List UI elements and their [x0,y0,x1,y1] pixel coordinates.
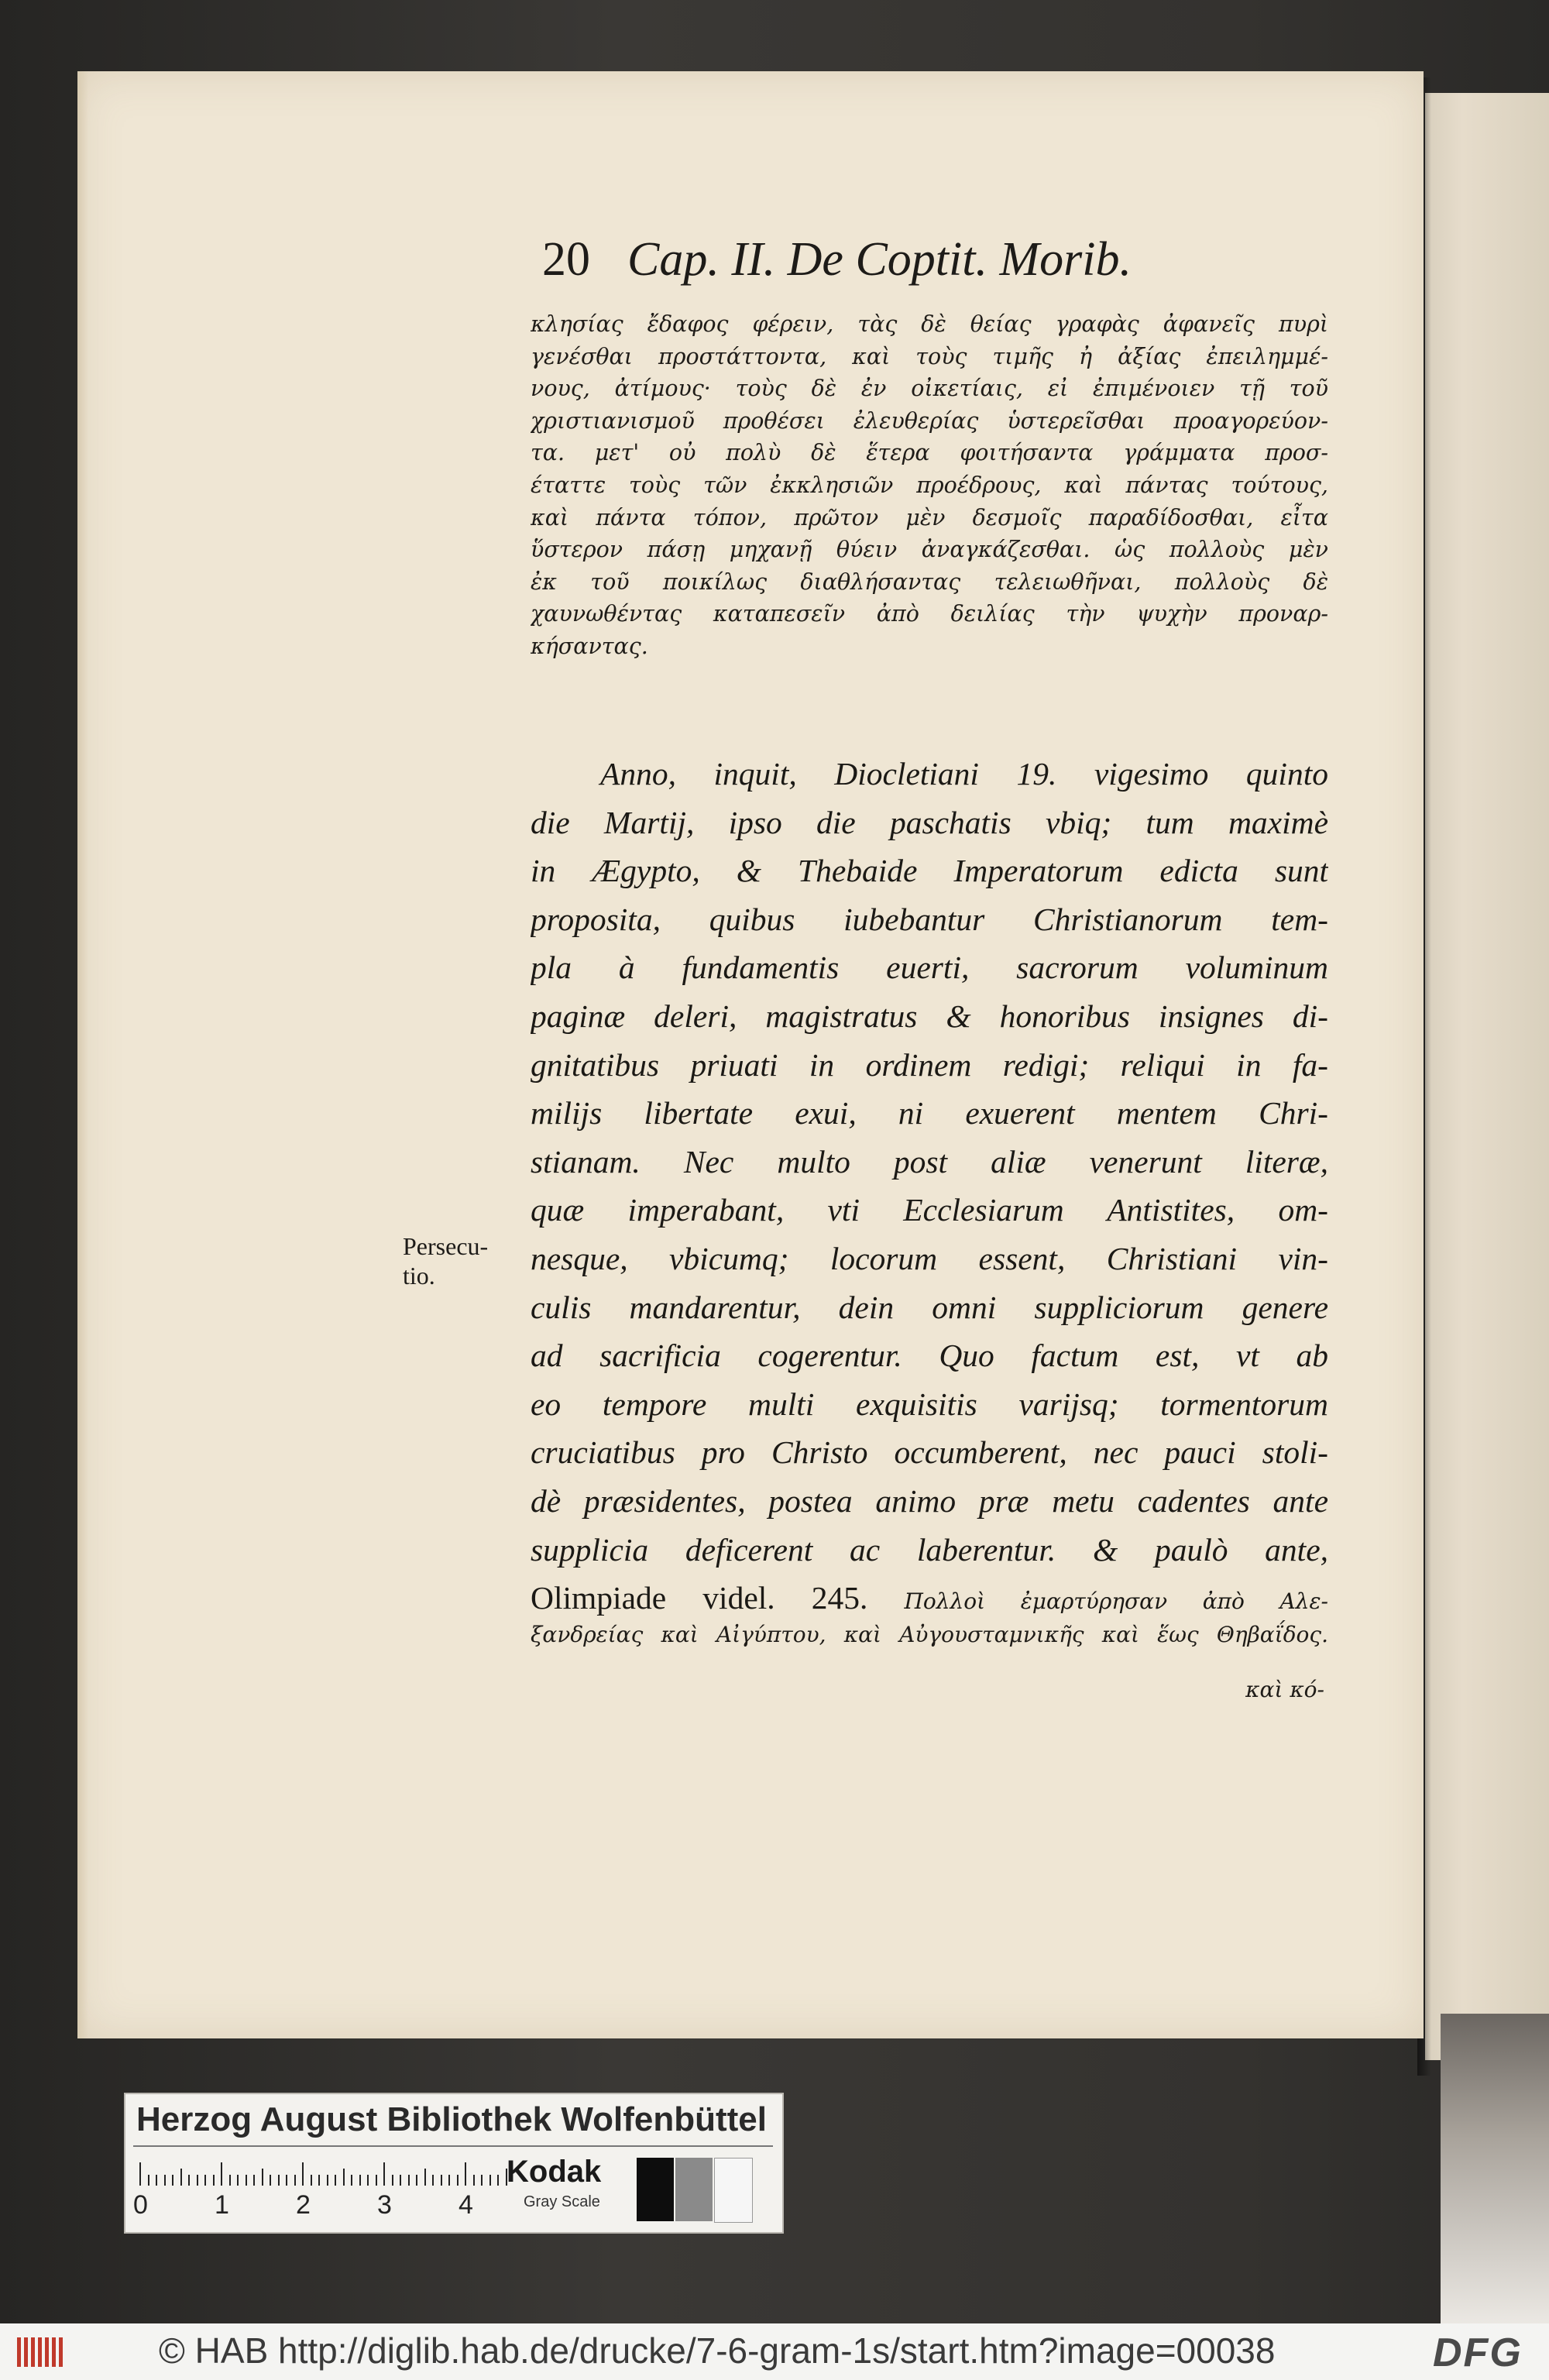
ruler-tick [172,2175,173,2186]
text-line: τα. μετ' οὐ πολὺ δὲ ἕτερα φοιτήσαντα γράμματα προσ- [531,440,1328,466]
text-line: ἐκ τοῦ ποικίλως διαθλήσαντας τελειωθῆναι, πολλοὺς δὲ [531,568,1328,595]
ruler-tick [448,2175,450,2186]
ruler-tick [197,2175,198,2186]
text-line: pla à fundamentis euerti, sacrorum voluminum [531,950,1328,986]
olimpiade-text: Olimpiade videl. 245. [531,1580,868,1616]
text-line: culis mandarentur, dein omni suppliciorum genere [531,1289,1328,1325]
ruler-tick [180,2169,182,2186]
ruler-tick [204,2175,206,2186]
text-line: proposita, quibus iubebantur Christianorum tem- [531,901,1328,937]
ruler-tick [286,2175,287,2186]
text-line [531,1574,1328,1623]
ruler-tick [400,2175,401,2186]
ruler-tick [441,2175,442,2186]
ruler-tick [156,2175,157,2186]
ruler-tick [213,2175,215,2186]
ruler-tick [424,2169,426,2186]
text-line: καὶ πάντα τόπον, πρῶτον μὲν δεσμοῖς παραδίδοσθαι, εἶτα [531,504,1328,531]
text-line: γενέσθαι προστάττοντα, καὶ τοὺς τιμῆς ἠ ἀξίας ἐπειλημμέ- [531,343,1328,369]
ruler-tick [432,2175,434,2186]
greek-quotation [531,308,1328,663]
text-line: eo tempore multi exquisitis varijsq; tormentorum [531,1386,1328,1422]
text-line: stianam. Nec multo post aliæ venerunt literæ, [531,1143,1328,1180]
ruler-number: 2 [296,2190,311,2220]
text-line: die Martij, ipso die paschatis vbiq; tum maximè [531,804,1328,840]
ruler-tick [270,2175,271,2186]
ruler-tick [311,2175,312,2186]
greek-inline: Πολλοὶ ἐμαρτύρησαν ἀπὸ Αλε- [904,1588,1328,1615]
scanner-edge [1441,2014,1549,2323]
ruler-tick [351,2175,352,2186]
adjacent-page [1425,93,1549,2060]
library-name: Herzog August Bibliothek Wolfenbüttel [136,2100,767,2138]
text-line: χαυνωθέντας καταπεσεῖν ἀπὸ δειλίας τὴν ψυχὴν προναρ- [531,601,1328,627]
footer-bar [0,2323,1549,2380]
ruler-number: 1 [215,2190,229,2220]
gray-swatch-white [714,2158,753,2223]
ruler-number: 4 [459,2190,473,2220]
ruler-tick [408,2175,410,2186]
hab-logo-icon [15,2334,70,2370]
text-line: milijs libertate exui, ni exuerent mentem Chri- [531,1095,1328,1132]
ruler-tick [221,2162,222,2186]
text-line: κλησίας ἔδαφος φέρειν, τὰς δὲ θείας γραφὰς ἀφανεῖς πυρὶ [531,311,1328,337]
margin-note-line: tio. [403,1262,435,1290]
gray-scale-label: Gray Scale [524,2193,600,2210]
ruler-tick [262,2169,263,2186]
ruler-tick [253,2175,255,2186]
ruler-tick [359,2175,361,2186]
text-line: Anno, inquit, Diocletiani 19. vigesimo quinto [600,756,1328,792]
ruler-tick [489,2175,491,2186]
text-line: quæ imperabant, vti Ecclesiarum Antistites, om- [531,1192,1328,1228]
ruler-tick [376,2175,377,2186]
catchword: καὶ κό- [1245,1677,1324,1702]
gray-swatch-black [637,2158,674,2221]
text-line: in Ægypto, & Thebaide Imperatorum edicta sunt [531,853,1328,889]
ruler-tick [367,2175,369,2186]
ruler-tick [148,2175,149,2186]
text-line: gnitatibus priuati in ordinem redigi; reliqui in fa- [531,1046,1328,1083]
ruler-tick [188,2175,190,2186]
ruler-tick [327,2175,328,2186]
text-line: supplicia deficerent ac laberentur. & paulò ante, [531,1531,1328,1568]
ruler-tick [318,2175,320,2186]
margin-note-line: Persecu- [403,1232,489,1260]
ruler-number: 0 [133,2190,148,2220]
ruler-tick [229,2175,231,2186]
margin-note [403,1231,511,1290]
ruler-tick [139,2162,141,2186]
ruler-tick [343,2169,345,2186]
chapter-title: Cap. II. De Coptit. Morib. [627,233,1132,286]
library-color-card [124,2093,784,2234]
running-head [542,232,1317,294]
text-line: ὕστερον πάσῃ μηχανῇ θύειν ἀναγκάζεσθαι. ὡς πολλοὺς μὲν [531,537,1328,563]
ruler-tick [481,2175,483,2186]
text-line: ad sacrificia cogerentur. Quo factum est, vt ab [531,1338,1328,1374]
ruler-tick [246,2175,247,2186]
copyright-url: © HAB http://diglib.hab.de/drucke/7-6-gram-1s/start.htm?image=00038 [159,2330,1276,2371]
ruler-tick [294,2175,296,2186]
gray-swatch-mid [675,2158,713,2221]
ruler-tick [465,2162,466,2186]
dfg-logo: DFG [1433,2330,1523,2375]
ruler-tick [457,2175,459,2186]
text-line: χριστιανισμοῦ προθέσει ἐλευθερίας ὑστερεῖσθαι προαγορεύον- [531,407,1328,434]
greek-tail-line: ξανδρείας καὶ Αἰγύπτου, καὶ Αὐγουσταμνικῆς καὶ ἕως Θηβαΐδος. [531,1622,1328,1647]
kodak-logo: Kodak [507,2155,602,2189]
ruler-tick [335,2175,336,2186]
text-line: cruciatibus pro Christo occumberent, nec pauci stoli- [531,1434,1328,1471]
ruler-tick [278,2175,280,2186]
text-line: nesque, vbicumq; locorum essent, Christiani vin- [531,1240,1328,1276]
page-edge [77,71,88,2038]
ruler-tick [383,2162,385,2186]
ruler-tick [237,2175,239,2186]
latin-paragraph [531,750,1328,1623]
text-line: έταττε τοὺς τῶν ἐκκλησιῶν προέδρους, καὶ πάντας τούτους, [531,472,1328,498]
ruler-tick [473,2175,475,2186]
card-divider [133,2145,773,2147]
page-number: 20 [542,233,590,286]
ruler-tick [164,2175,166,2186]
text-line: κήσαντας. [531,633,648,659]
ruler-tick [392,2175,393,2186]
text-line: dè præsidentes, postea animo præ metu cadentes ante [531,1482,1328,1519]
ruler-tick [416,2175,417,2186]
ruler-tick [497,2175,499,2186]
ruler-number: 3 [377,2190,392,2220]
text-line: paginæ deleri, magistratus & honoribus insignes di- [531,998,1328,1034]
ruler-tick [302,2162,304,2186]
text-line: νους, ἀτίμους· τοὺς δὲ ἐν οἰκετίαις, εἰ ἐπιμένοιεν τῇ τοῦ [531,376,1328,402]
